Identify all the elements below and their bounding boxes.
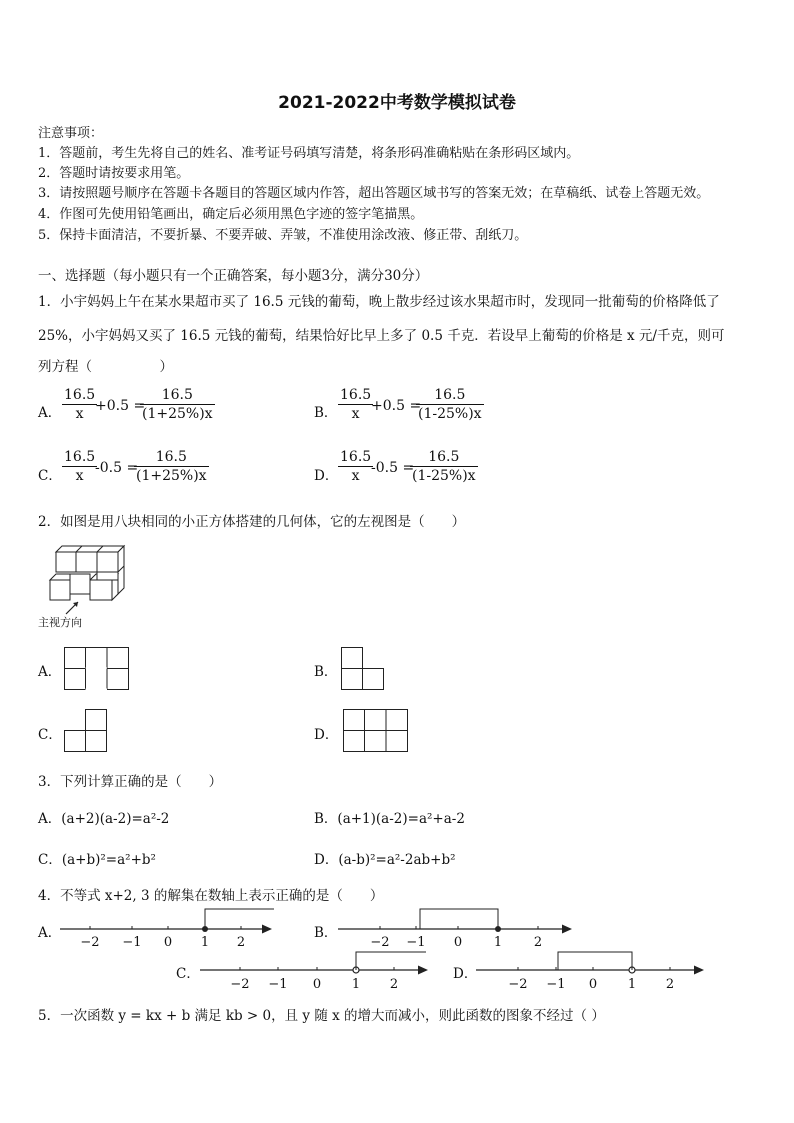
option-text: (a+1)(a-2)=a²+a-2 [337, 811, 465, 827]
tick-label: −2 [370, 935, 390, 950]
notice-heading: 注意事项： [38, 126, 104, 141]
numerator: 16.5 [428, 449, 460, 465]
tick-label: 1 [351, 977, 361, 992]
tick-label: −1 [406, 935, 426, 950]
q1-option-c-frac1 [62, 449, 97, 484]
tick-label: 0 [163, 935, 173, 950]
q1-option-b-frac1 [338, 387, 373, 422]
tick-label: −2 [230, 977, 250, 992]
option-letter: D． [314, 852, 339, 868]
q2-view-direction-label: 主视方向 [38, 616, 82, 629]
q1-option-c-operator: -0.5 = [95, 460, 139, 476]
tick-label: 2 [533, 935, 543, 950]
tick-label: 0 [453, 935, 463, 950]
notice-item: 2．答题时请按要求用笔。 [38, 166, 190, 181]
tick-label: 1 [627, 977, 637, 992]
q2-option-b-figure[interactable] [341, 647, 387, 691]
numerator: 16.5 [64, 387, 96, 403]
q1-option-a-operator: +0.5 = [95, 398, 146, 414]
q4-option-b-numberline[interactable] [338, 905, 578, 951]
denominator: x [351, 406, 360, 422]
tick-label: 1 [200, 935, 210, 950]
q1-option-b-frac2 [416, 387, 484, 422]
notice-item: 1．答题前，考生先将自己的姓名、准考证号码填写清楚，将条形码准确粘贴在条形码区域内。 [38, 146, 580, 161]
tick-label: 1 [493, 935, 503, 950]
q3-stem: 3．下列计算正确的是（ ） [38, 774, 223, 790]
q4-option-a-letter[interactable]: A． [38, 925, 62, 941]
numerator: 16.5 [434, 387, 466, 403]
q1-option-a-frac1 [62, 387, 97, 422]
q1-option-d-frac2 [410, 449, 478, 484]
q1-option-c-letter[interactable]: C． [38, 468, 62, 484]
q2-option-c-figure[interactable] [64, 709, 110, 753]
denominator: x [351, 468, 360, 484]
q3-option-d[interactable] [314, 848, 456, 868]
tick-label: −1 [268, 977, 288, 992]
numerator: 16.5 [161, 387, 193, 403]
tick-label: −2 [508, 977, 528, 992]
q1-option-b-letter[interactable]: B． [314, 405, 338, 421]
q4-option-d-numberline[interactable] [476, 948, 708, 994]
q1-option-d-operator: -0.5 = [371, 460, 415, 476]
q1-stem-line3: 列方程（ ） [38, 359, 173, 375]
option-letter: C． [38, 852, 62, 868]
q1-option-b-operator: +0.5 = [371, 398, 422, 414]
tick-label: −1 [546, 977, 566, 992]
q2-option-a-letter[interactable]: A． [38, 664, 62, 680]
numerator: 16.5 [64, 449, 96, 465]
q3-option-c[interactable] [38, 848, 156, 868]
notice-item: 5．保持卡面清洁，不要折暴、不要弄破、弄皱，不准使用涂改液、修正带、刮纸刀。 [38, 228, 528, 243]
q1-stem-line2: 25%，小宇妈妈又买了 16.5 元钱的葡萄，结果恰好比早上多了 0.5 千克．若设早上葡萄的价格是 x 元/千克，则可 [38, 328, 725, 344]
tick-label: 2 [389, 977, 399, 992]
q4-option-b-letter[interactable]: B． [314, 925, 338, 941]
q5-stem: 5．一次函数 y = kx + b 满足 kb > 0，且 y 随 x 的增大而减小，则此函数的图象不经过（ ） [38, 1008, 605, 1024]
q1-stem-line1: 1．小宇妈妈上午在某水果超市买了 16.5 元钱的葡萄，晚上散步经过该水果超市时，发现同一批葡萄的价格降低了 [38, 294, 720, 310]
q4-option-c-letter[interactable]: C． [176, 966, 200, 982]
numerator: 16.5 [340, 449, 372, 465]
option-text: (a-b)²=a²-2ab+b² [338, 852, 456, 868]
denominator: x [75, 406, 84, 422]
q4-option-d-letter[interactable]: D． [453, 966, 478, 982]
tick-label: 2 [236, 935, 246, 950]
q4-option-c-numberline[interactable] [200, 948, 432, 994]
page-title: 2021-2022中考数学模拟试卷 [278, 93, 516, 113]
denominator: (1-25%)x [418, 406, 482, 422]
q1-option-a-letter[interactable]: A． [38, 405, 62, 421]
q1-option-a-frac2 [140, 387, 215, 422]
option-text: (a+b)²=a²+b² [61, 852, 156, 868]
option-letter: B． [314, 811, 338, 827]
notice-item: 3．请按照题号顺序在答题卡各题目的答题区域内作答，超出答题区域书写的答案无效；在草稿纸、试卷上答题无效。 [38, 186, 710, 201]
section-heading: 一、选择题（每小题只有一个正确答案，每小题3分，满分30分） [38, 268, 429, 284]
q1-option-c-frac2 [134, 449, 209, 484]
q2-option-d-letter[interactable]: D． [314, 727, 339, 743]
q4-option-a-numberline[interactable] [60, 905, 280, 951]
option-letter: A． [38, 811, 62, 827]
denominator: x [75, 468, 84, 484]
q4-stem: 4．不等式 x+2, 3 的解集在数轴上表示正确的是（ ） [38, 888, 384, 904]
q2-stem: 2．如图是用八块相同的小正方体搭建的几何体，它的左视图是（ ） [38, 514, 466, 530]
numerator: 16.5 [340, 387, 372, 403]
q2-option-d-figure[interactable] [343, 709, 409, 753]
tick-label: 0 [312, 977, 322, 992]
tick-label: 0 [588, 977, 598, 992]
q2-option-c-letter[interactable]: C． [38, 727, 62, 743]
denominator: (1-25%)x [412, 468, 476, 484]
q3-option-b[interactable] [314, 807, 465, 827]
q1-option-d-letter[interactable]: D． [314, 468, 339, 484]
option-text: (a+2)(a-2)=a²-2 [61, 811, 170, 827]
numerator: 16.5 [155, 449, 187, 465]
q2-option-b-letter[interactable]: B． [314, 664, 338, 680]
tick-label: −1 [122, 935, 142, 950]
denominator: (1+25%)x [142, 406, 213, 422]
q3-option-a[interactable] [38, 807, 169, 827]
tick-label: 2 [665, 977, 675, 992]
tick-label: −2 [80, 935, 100, 950]
notice-item: 4．作图可先使用铅笔画出，确定后必须用黑色字迹的签字笔描黑。 [38, 207, 424, 222]
q2-option-a-figure[interactable] [64, 647, 130, 691]
denominator: (1+25%)x [136, 468, 207, 484]
q2-cube-figure [40, 540, 140, 620]
q1-option-d-frac1 [338, 449, 373, 484]
